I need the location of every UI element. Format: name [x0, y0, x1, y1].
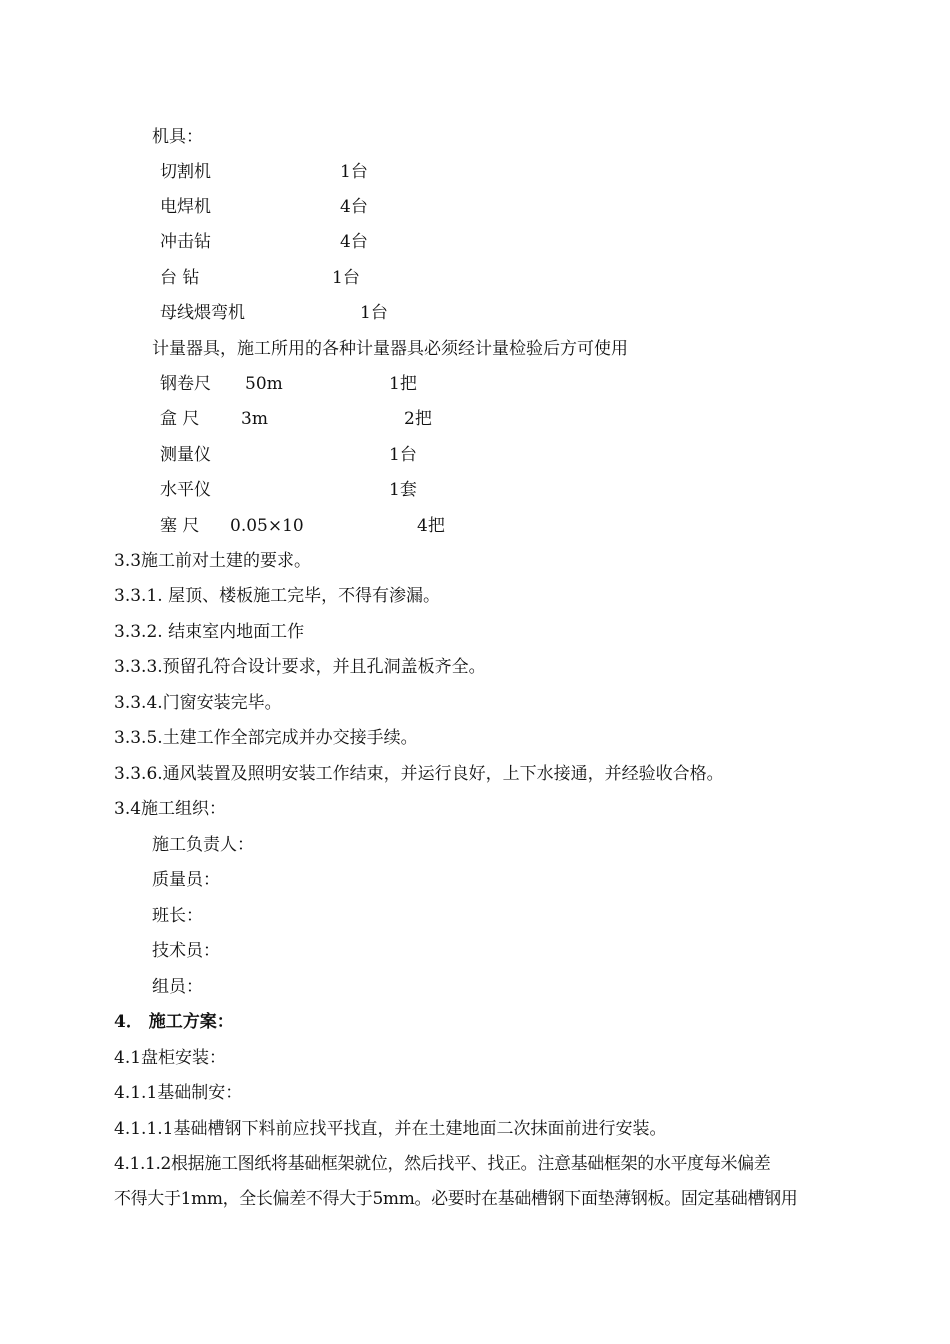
paragraph: 3.3.5.土建工作全部完成并办交接手续。 [114, 728, 418, 748]
measure-name: 钢卷尺 [160, 374, 211, 394]
measure-spec: 3m [241, 409, 268, 429]
paragraph: 不得大于1mm，全长偏差不得大于5mm。必要时在基础槽钢下面垫薄钢板。固定基础槽钢用 [114, 1189, 798, 1209]
measure-name: 盒 尺 [160, 409, 200, 429]
measure-name: 水平仪 [160, 480, 211, 500]
role-label: 技术员： [152, 941, 220, 961]
measure-qty: 1套 [389, 480, 417, 500]
measure-qty: 1台 [389, 445, 417, 465]
tool-qty: 1台 [340, 162, 368, 182]
paragraph: 4.1.1.2根据施工图纸将基础框架就位，然后找平、找正。注意基础框架的水平度每米偏差 [114, 1154, 771, 1174]
subsection-heading: 4.1盘柜安装： [114, 1048, 227, 1068]
tool-qty: 1台 [360, 303, 388, 323]
tool-qty: 1台 [332, 268, 360, 288]
paragraph: 3.3.3.预留孔符合设计要求，并且孔洞盖板齐全。 [114, 657, 486, 677]
role-label: 组员： [152, 977, 203, 997]
paragraph: 3.3.2. 结束室内地面工作 [114, 622, 305, 642]
tool-name: 切割机 [160, 162, 211, 182]
paragraph: 3.3.6.通风装置及照明安装工作结束，并运行良好，上下水接通，并经验收合格。 [114, 764, 724, 784]
subsection-heading: 4.1.1基础制安： [114, 1083, 243, 1103]
measure-spec: 50m [245, 374, 283, 394]
measure-qty: 4把 [417, 516, 445, 536]
role-label: 班长： [152, 906, 203, 926]
section-heading: 3.4施工组织： [114, 799, 227, 819]
measure-name: 塞 尺 [160, 516, 200, 536]
paragraph: 3.3.4.门窗安装完毕。 [114, 693, 282, 713]
tool-qty: 4台 [340, 197, 368, 217]
measure-qty: 1把 [389, 374, 417, 394]
section-heading: 3.3施工前对土建的要求。 [114, 551, 312, 571]
tools-heading: 机具： [152, 127, 203, 147]
paragraph: 4.1.1.1基础槽钢下料前应找平找直，并在土建地面二次抹面前进行安装。 [114, 1119, 667, 1139]
tool-name: 冲击钻 [160, 232, 211, 252]
tool-name: 母线煨弯机 [160, 303, 245, 323]
measure-spec: 0.05×10 [230, 516, 304, 536]
tool-name: 电焊机 [160, 197, 211, 217]
paragraph: 3.3.1. 屋顶、楼板施工完毕，不得有渗漏。 [114, 586, 441, 606]
role-label: 施工负责人： [152, 835, 254, 855]
tool-qty: 4台 [340, 232, 368, 252]
measure-name: 测量仪 [160, 445, 211, 465]
tool-name: 台 钻 [160, 268, 200, 288]
measure-qty: 2把 [404, 409, 432, 429]
role-label: 质量员： [152, 870, 220, 890]
section-heading: 4． 施工方案： [114, 1012, 234, 1032]
measure-heading: 计量器具，施工所用的各种计量器具必须经计量检验后方可使用 [152, 339, 628, 359]
